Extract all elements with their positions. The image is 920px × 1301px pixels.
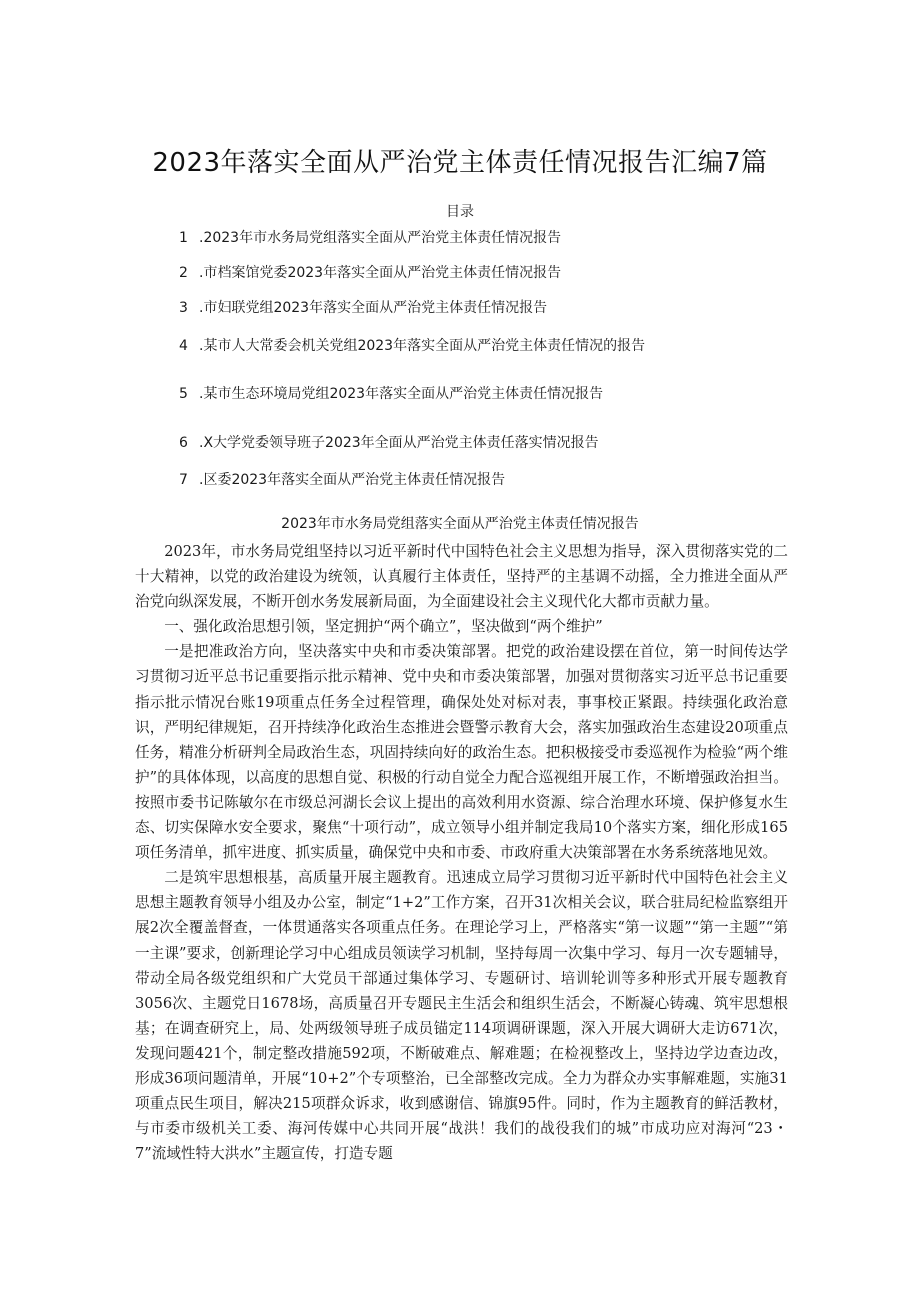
toc-item-text: .市档案馆党委2023年落实全面从严治党主体责任情况报告 <box>199 265 562 281</box>
toc-item-text: .某市生态环境局党组2023年落实全面从严治党主体责任情况报告 <box>199 386 604 402</box>
toc-item-text: .区委2023年落实全面从严治党主体责任情况报告 <box>199 472 506 488</box>
toc-item-number: 4 <box>179 338 188 354</box>
toc-item <box>179 227 561 247</box>
toc-item <box>179 469 505 489</box>
toc-item-text: .X大学党委领导班子2023年全面从严治党主体责任落实情况报告 <box>199 435 599 451</box>
toc-item-text: .2023年市水务局党组落实全面从严治党主体责任情况报告 <box>199 230 562 246</box>
toc-item <box>179 297 547 317</box>
heading-section-1: 一、强化政治思想引领，坚定拥护“两个确立”，坚决做到“两个维护” <box>164 618 603 636</box>
toc-item <box>179 335 645 355</box>
paragraph-political-direction: 一是把准政治方向，坚决落实中央和市委决策部署。把党的政治建设摆在首位，第一时间传达学习贯彻习近平总书记重要指示批示精神、党中央和市委决策部署，加强对贯彻落实习近平总书记重要指示批示情况台账19项重点任务全过程管理，确保处处对标对表，事事校正紧跟。持续强化政治意识，严明纪律规矩，召开持续净化政治生态推进会暨警示教育大会，落实加强政治生态建设20项重点任务，精准分析研判全局政治生态，巩固持续向好的政治生态。把积极接受市委巡视作为检验“两个维护”的具体体现，以高度的思想自觉、积极的行动自觉全力配合巡视组开展工作，不断增强政治担当。按照市委书记陈敏尔在市级总河湖长会议上提出的高效利用水资源、综合治理水环境、保护修复水生态、切实保障水安全要求，聚焦“十项行动”，成立领导小组并制定我局10个落实方案，细化形成165项任务清单，抓牢进度、抓实质量，确保党中央和市委、市政府重大决策部署在水务系统落地见效。 <box>135 643 788 862</box>
toc-item-text: .某市人大常委会机关党组2023年落实全面从严治党主体责任情况的报告 <box>199 338 646 354</box>
toc-item-text: .市妇联党组2023年落实全面从严治党主体责任情况报告 <box>199 300 548 316</box>
toc-item-number: 1 <box>179 230 188 246</box>
toc-item <box>179 262 561 282</box>
toc-item-number: 7 <box>179 472 188 488</box>
body-text <box>135 539 788 1166</box>
document-title: 2023年落实全面从严治党主体责任情况报告汇编7篇 <box>152 148 768 178</box>
toc-heading: 目录 <box>446 204 474 220</box>
toc-item-number: 5 <box>179 386 188 402</box>
toc-item <box>179 432 599 452</box>
toc-item-number: 3 <box>179 300 188 316</box>
section-title: 2023年市水务局党组落实全面从严治党主体责任情况报告 <box>281 516 639 532</box>
paragraph-ideological-foundation: 二是筑牢思想根基，高质量开展主题教育。迅速成立局学习贯彻习近平新时代中国特色社会主义思想主题教育领导小组及办公室，制定“1+2”工作方案，召开31次相关会议，联合驻局纪检监察组开展2次全覆盖督查，一体贯通落实各项重点任务。在理论学习上，严格落实“第一议题”“第一主题”“第一主课”要求，创新理论学习中心组成员领读学习机制，坚持每周一次集中学习、每月一次专题辅导，带动全局各级党组织和广大党员干部通过集体学习、专题研讨、培训轮训等多种形式开展专题教育3056次、主题党日1678场，高质量召开专题民主生活会和组织生活会，不断凝心铸魂、筑牢思想根基；在调查研究上，局、处两级领导班子成员锚定114项调研课题，深入开展大调研大走访671次，发现问题421个，制定整改措施592项，不断破难点、解难题；在检视整改上，坚持边学边查边改，形成36项问题清单，开展“10+2”个专项整治，已全部整改完成。全力为群众办实事解难题，实施31项重点民生项目，解决215项群众诉求，收到感谢信、锦旗95件。同时，作为主题教育的鲜活教材，与市委市级机关工委、海河传媒中心共同开展“战洪！我们的战役我们的城”市成功应对海河“23・7”流域性特大洪水”主题宣传，打造专题 <box>135 869 788 1163</box>
paragraph-intro: 2023年，市水务局党组坚持以习近平新时代中国特色社会主义思想为指导，深入贯彻落实党的二十大精神，以党的政治建设为统领，认真履行主体责任，坚持严的主基调不动摇，全力推进全面从严治党向纵深发展，不断开创水务发展新局面，为全面建设社会主义现代化大都市贡献力量。 <box>135 543 788 611</box>
toc-item-number: 6 <box>179 435 188 451</box>
toc-item-number: 2 <box>179 265 188 281</box>
toc-item <box>179 383 603 403</box>
